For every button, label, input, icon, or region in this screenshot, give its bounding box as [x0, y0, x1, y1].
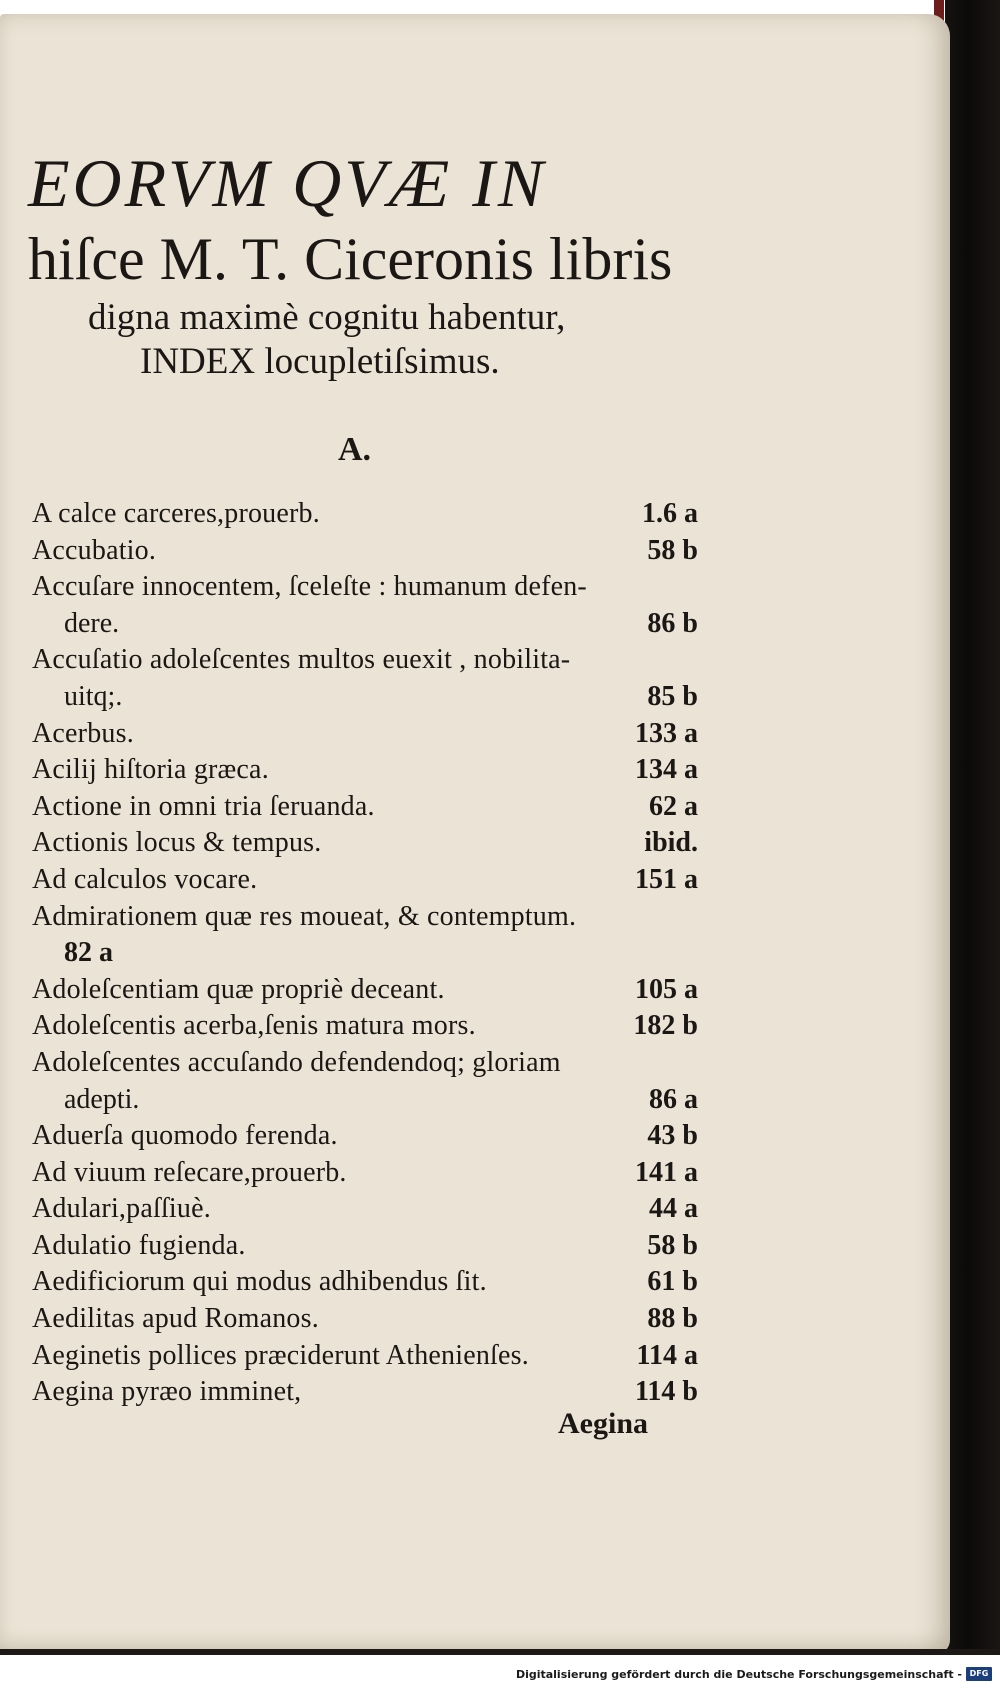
digitization-credit: Digitalisierung gefördert durch die Deutsche Forschungsgemeinschaft -: [515, 1668, 962, 1681]
entry-text: Aeginetis pollices præciderunt Athenienſes.: [32, 1339, 529, 1371]
entry-text: Aegina pyræo imminet,: [32, 1376, 302, 1408]
entry-text: Aedificiorum qui modus adhibendus ſit.: [32, 1266, 487, 1298]
section-letter: A.: [338, 431, 372, 468]
entry-page: 141 a: [635, 1156, 698, 1188]
entry-page: ibid.: [644, 827, 698, 859]
index-entry: [32, 825, 698, 862]
entry-page: 182 b: [633, 1010, 698, 1042]
index-entry: [32, 569, 698, 642]
dfg-logo-icon: DFG: [966, 1667, 992, 1681]
entry-page: 114 b: [634, 1376, 698, 1408]
index-entry: [32, 972, 698, 1009]
entry-page: 43 b: [647, 1120, 698, 1152]
index-title-line-2: hiſce M. T. Ciceronis libris: [28, 226, 673, 292]
entry-page: 44 a: [649, 1193, 698, 1225]
index-entry: [32, 1008, 698, 1045]
entry-page: 58 b: [647, 1229, 698, 1261]
index-entry: [32, 1264, 698, 1301]
entry-text: Aduerſa quomodo ferenda.: [32, 1120, 338, 1152]
entry-text: Ad calculos vocare.: [32, 863, 258, 895]
entry-text: Aedilitas apud Romanos.: [32, 1303, 319, 1335]
entry-page: 58 b: [647, 534, 698, 566]
index-entry: [32, 1118, 698, 1155]
index-entry: [32, 862, 698, 899]
entry-text: Actione in omni tria ſeruanda.: [32, 790, 375, 822]
catchword: Aegina: [558, 1407, 648, 1440]
book-spine: [945, 0, 1000, 1660]
entry-continuation: adepti.: [64, 1083, 140, 1115]
entry-page: 61 b: [647, 1266, 698, 1298]
entry-text: Adulatio fugienda.: [32, 1229, 246, 1261]
entry-text: Accubatio.: [32, 534, 157, 566]
index-entry: [32, 642, 698, 715]
entry-text: Accuſatio adoleſcentes multos euexit , nobilita-: [32, 644, 571, 676]
index-entry: [32, 1301, 698, 1338]
entry-text: Adoleſcentis acerba,ſenis matura mors.: [32, 1010, 476, 1042]
index-entry: [32, 716, 698, 753]
index-entry: [32, 496, 698, 533]
entry-text: Adoleſcentiam quæ propriè deceant.: [32, 973, 445, 1005]
entry-page: 86 a: [649, 1083, 698, 1115]
index-entry: [32, 752, 698, 789]
entry-page: 114 a: [636, 1339, 698, 1371]
entry-continuation: uitq;.: [64, 680, 123, 712]
entry-page: 151 a: [635, 863, 698, 895]
index-entry: [32, 1155, 698, 1192]
entry-continuation: 82 a: [64, 937, 113, 969]
entry-text: Acerbus.: [32, 717, 134, 749]
entry-text: Accuſare innocentem, ſceleſte : humanum defen-: [32, 571, 587, 603]
index-entry: [32, 899, 698, 972]
entry-text: Adulari,paſſiuè.: [32, 1193, 211, 1225]
entry-page: 105 a: [635, 973, 698, 1005]
entry-text: Acilij hiſtoria græca.: [32, 754, 269, 786]
index-entry: [32, 533, 698, 570]
index-entry: [32, 1338, 698, 1375]
entry-page: 1.6 a: [642, 498, 698, 529]
index-entry: [32, 1045, 698, 1118]
entry-page: 86 b: [647, 607, 698, 639]
entry-text: Adoleſcentes accuſando defendendoq; gloriam: [32, 1046, 561, 1078]
index-entry: [32, 1191, 698, 1228]
index-entry: [32, 1228, 698, 1265]
entry-text: Admirationem quæ res moueat, & contemptum.: [32, 900, 577, 932]
index-title-line-1: EORVM QVÆ IN: [28, 145, 547, 221]
index-entries: [32, 496, 698, 1411]
entry-page: 62 a: [649, 790, 698, 822]
index-title-line-3: digna maximè cognitu habentur,: [88, 297, 566, 338]
entry-page: 85 b: [647, 680, 698, 712]
entry-page: 134 a: [635, 754, 698, 786]
entry-page: 133 a: [635, 717, 698, 749]
entry-text: A calce carceres,prouerb.: [32, 498, 320, 529]
book-page: [0, 14, 950, 1654]
entry-page: 88 b: [647, 1303, 698, 1335]
index-entry: [32, 789, 698, 826]
index-title-line-4: INDEX locupletiſsimus.: [140, 341, 500, 382]
entry-text: Ad viuum reſecare,prouerb.: [32, 1156, 347, 1188]
entry-text: Actionis locus & tempus.: [32, 827, 322, 859]
entry-continuation: dere.: [64, 607, 120, 639]
